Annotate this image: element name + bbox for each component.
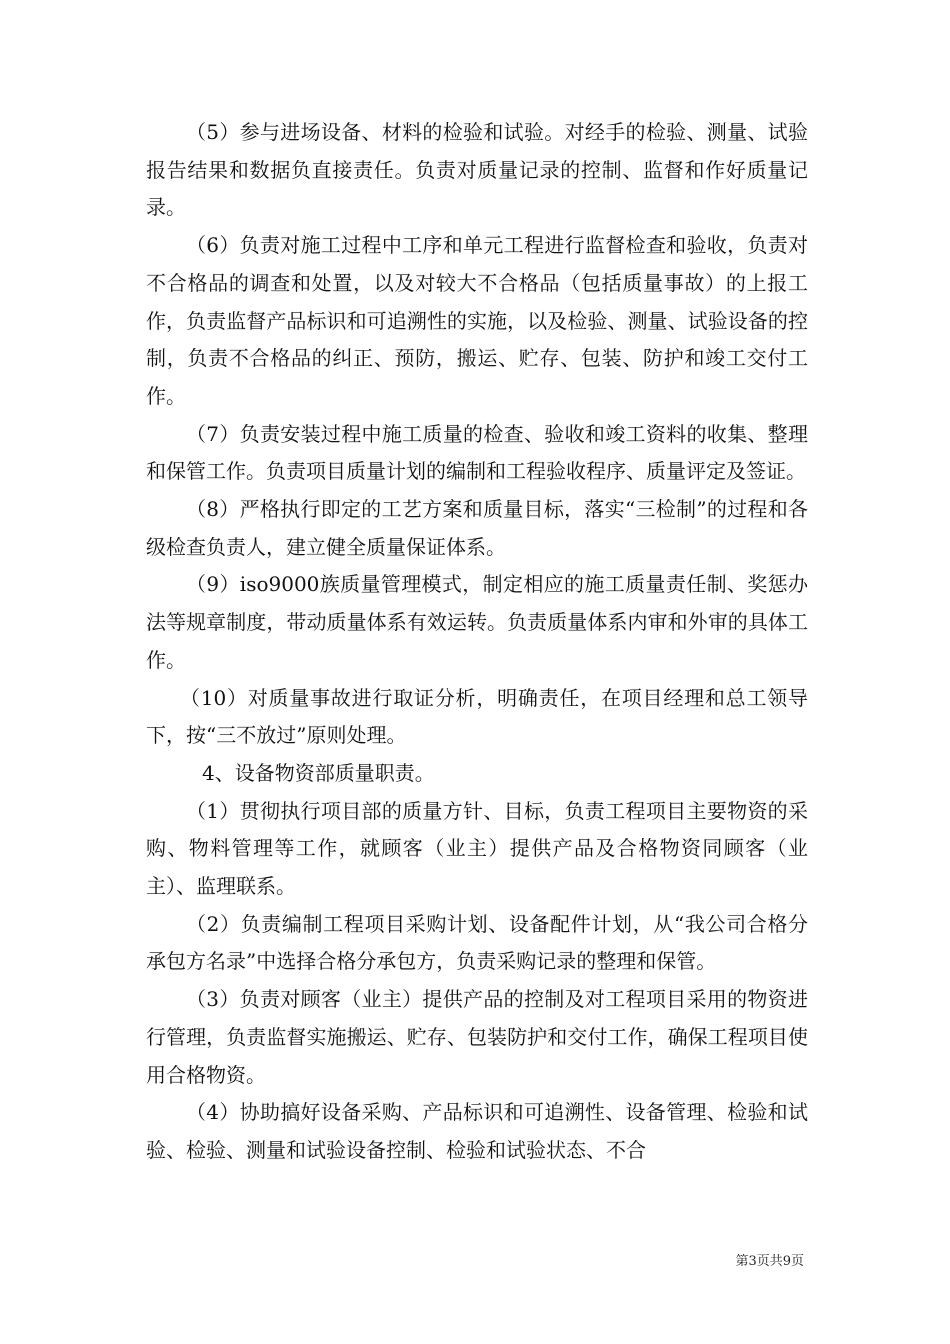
- equipment-paragraph-1: （1）贯彻执行项目部的质量方针、目标，负责工程项目主要物资的采购、物料管理等工作，就顾客（业主）提供产品及合格物资同顾客（业主）、监理联系。: [146, 798, 808, 899]
- equipment-paragraph-2: （2）负责编制工程项目采购计划、设备配件计划，从“我公司合格分承包方名录”中选择合格分承包方，负责采购记录的整理和保管。: [146, 911, 808, 974]
- paragraph-8: （8）严格执行即定的工艺方案和质量目标，落实“三检制”的过程和各级检查负责人，建立健全质量保证体系。: [146, 497, 808, 559]
- equipment-paragraph-3: （3）负责对顾客（业主）提供产品的控制及对工程项目采用的物资进行管理，负责监督实施搬运、贮存、包装防护和交付工作，确保工程项目使用合格物资。: [146, 987, 808, 1087]
- paragraph-7: （7）负责安装过程中施工质量的检查、验收和竣工资料的收集、整理和保管工作。负责项目质量计划的编制和工程验收程序、质量评定及签证。: [146, 421, 808, 484]
- paragraph-6: （6）负责对施工过程中工序和单元工程进行监督检查和验收，负责对不合格品的调查和处置，以及对较大不合格品（包括质量事故）的上报工作，负责监督产品标识和可追溯性的实施，以及检验、测量、试验设备的控制，负责不合格品的纠正、预防，搬运、贮存、包装、防护和竣工交付工作。: [146, 233, 808, 408]
- page-number-footer: 第3页共9页: [735, 1254, 804, 1269]
- paragraph-9: （9）iso9000族质量管理模式，制定相应的施工质量责任制、奖惩办法等规章制度，带动质量体系有效运转。负责质量体系内审和外审的具体工作。: [146, 572, 808, 672]
- document-body: [146, 114, 808, 1170]
- paragraph-10: （10）对质量事故进行取证分析，明确责任，在项目经理和总工领导下，按“三不放过”原则处理。: [146, 685, 808, 748]
- paragraph-5: （5）参与进场设备、材料的检验和试验。对经手的检验、测量、试验报告结果和数据负直接责任。负责对质量记录的控制、监督和作好质量记录。: [146, 120, 808, 220]
- section-heading-equipment: 4、设备物资部质量职责。: [202, 760, 435, 785]
- equipment-paragraph-4: （4）协助搞好设备采购、产品标识和可追溯性、设备管理、检验和试验、检验、测量和试验设备控制、检验和试验状态、不合: [146, 1100, 808, 1162]
